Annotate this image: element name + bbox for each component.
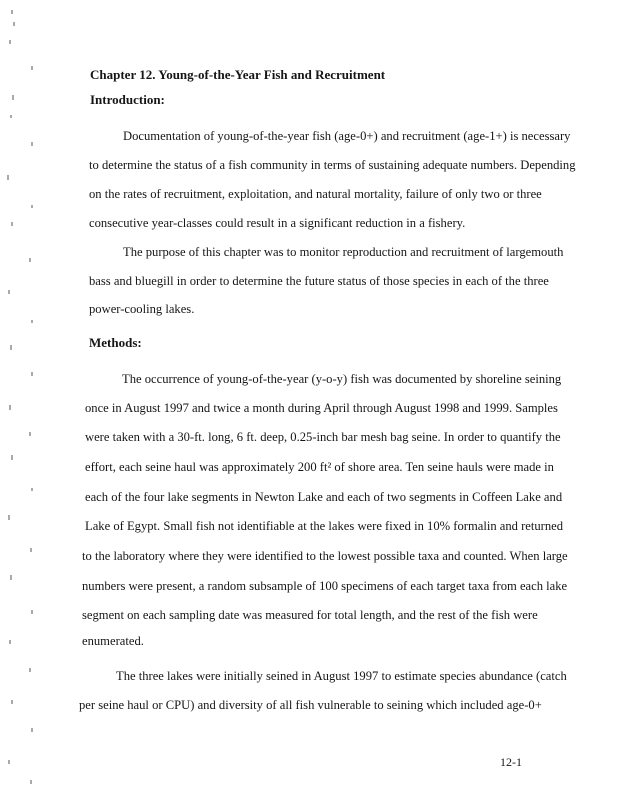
text-line: consecutive year-classes could result in a significant reduction in a fishery.	[89, 216, 466, 230]
page-number: 12-1	[500, 755, 522, 769]
text-line: effort, each seine haul was approximately 200 ft² of shore area. Ten seine hauls were made in	[85, 460, 554, 474]
text-line: once in August 1997 and twice a month during April through August 1998 and 1999. Samples	[85, 401, 558, 415]
text-line: Documentation of young-of-the-year fish (age-0+) and recruitment (age-1+) is necessary	[123, 129, 571, 143]
section-heading-methods: Methods:	[89, 335, 142, 350]
text-line: per seine haul or CPU) and diversity of all fish vulnerable to seining which included age-0+	[79, 698, 542, 712]
text-line: bass and bluegill in order to determine the future status of those species in each of the three	[89, 274, 549, 288]
text-line: power-cooling lakes.	[89, 302, 195, 316]
text-line: numbers were present, a random subsample of 100 specimens of each target taxa from each lake	[82, 579, 568, 593]
text-line: segment on each sampling date was measured for total length, and the rest of the fish were	[82, 608, 538, 622]
text-line: The purpose of this chapter was to monitor reproduction and recruitment of largemouth	[123, 245, 564, 259]
text-line: to the laboratory where they were identified to the lowest possible taxa and counted. When large	[82, 549, 568, 563]
text-line: were taken with a 30-ft. long, 6 ft. deep, 0.25-inch bar mesh bag seine. In order to quantify the	[85, 430, 561, 444]
section-heading-introduction: Introduction:	[90, 92, 165, 107]
text-line: enumerated.	[82, 634, 144, 648]
text-line: Lake of Egypt. Small fish not identifiable at the lakes were fixed in 10% formalin and returned	[85, 519, 564, 533]
text-line: to determine the status of a fish community in terms of sustaining adequate numbers. Depending	[89, 158, 576, 172]
chapter-title: Chapter 12. Young-of-the-Year Fish and Recruitment	[90, 67, 386, 82]
text-line: each of the four lake segments in Newton Lake and each of two segments in Coffeen Lake and	[85, 490, 563, 504]
text-line: on the rates of recruitment, exploitation, and natural mortality, failure of only two or three	[89, 187, 542, 201]
text-line: The three lakes were initially seined in August 1997 to estimate species abundance (catch	[116, 669, 567, 683]
text-line: The occurrence of young-of-the-year (y-o-y) fish was documented by shoreline seining	[122, 372, 562, 386]
scan-edge-marks	[2, 0, 42, 800]
